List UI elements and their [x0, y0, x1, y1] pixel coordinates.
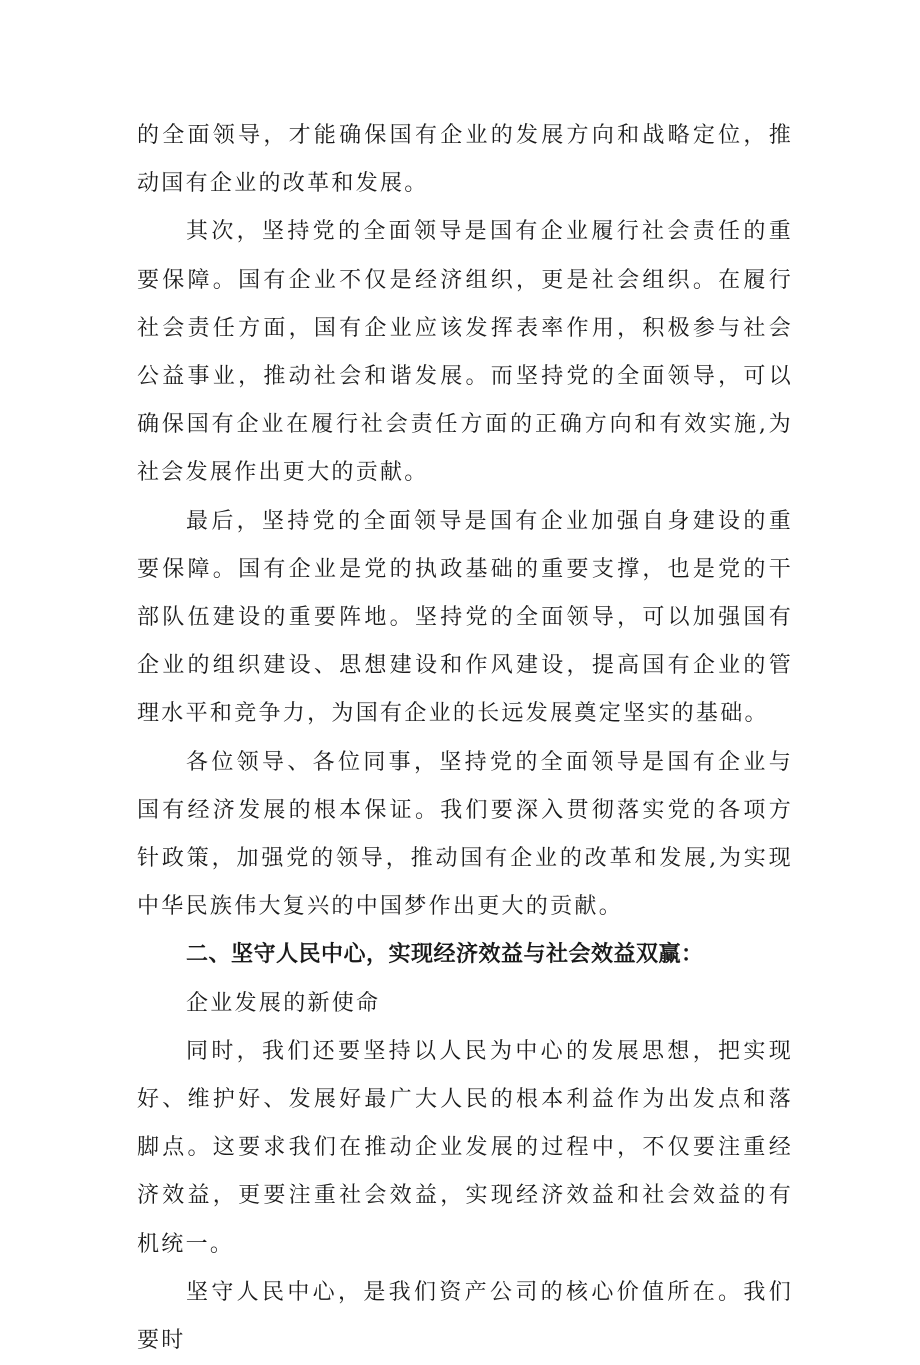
section-subheading: 企业发展的新使命 [186, 990, 381, 1016]
section-heading: 二、坚守人民中心，实现经济效益与社会效益双赢： [186, 942, 704, 968]
paragraph-4: 各位领导、各位同事，坚持党的全面领导是国有企业与国有经济发展的根本保证。我们要深入贯彻落实党的各项方针政策，加强党的领导，推动国有企业的改革和发展,为实现中华民族伟大复兴的中国梦作出更大的贡献。 [137, 749, 793, 920]
paragraph-1: 的全面领导，才能确保国有企业的发展方向和战略定位，推动国有企业的改革和发展。 [137, 123, 793, 197]
document-body [137, 112, 793, 1365]
paragraph-5: 同时，我们还要坚持以人民为中心的发展思想，把实现好、维护好、发展好最广大人民的根本利益作为出发点和落脚点。这要求我们在推动企业发展的过程中，不仅要注重经济效益，更要注重社会效益，实现经济效益和社会效益的有机统一。 [137, 1038, 793, 1257]
paragraph-6: 坚守人民中心，是我们资产公司的核心价值所在。我们要时 [137, 1279, 793, 1354]
paragraph-2: 其次，坚持党的全面领导是国有企业履行社会责任的重要保障。国有企业不仅是经济组织，更是社会组织。在履行社会责任方面，国有企业应该发挥表率作用，积极参与社会公益事业，推动社会和谐发展。而坚持党的全面领导，可以确保国有企业在履行社会责任方面的正确方向和有效实施,为社会发展作出更大的贡献。 [137, 219, 793, 486]
paragraph-3: 最后，坚持党的全面领导是国有企业加强自身建设的重要保障。国有企业是党的执政基础的重要支撑，也是党的干部队伍建设的重要阵地。坚持党的全面领导，可以加强国有企业的组织建设、思想建设和作风建设，提高国有企业的管理水平和竞争力，为国有企业的长远发展奠定坚实的基础。 [137, 508, 793, 727]
